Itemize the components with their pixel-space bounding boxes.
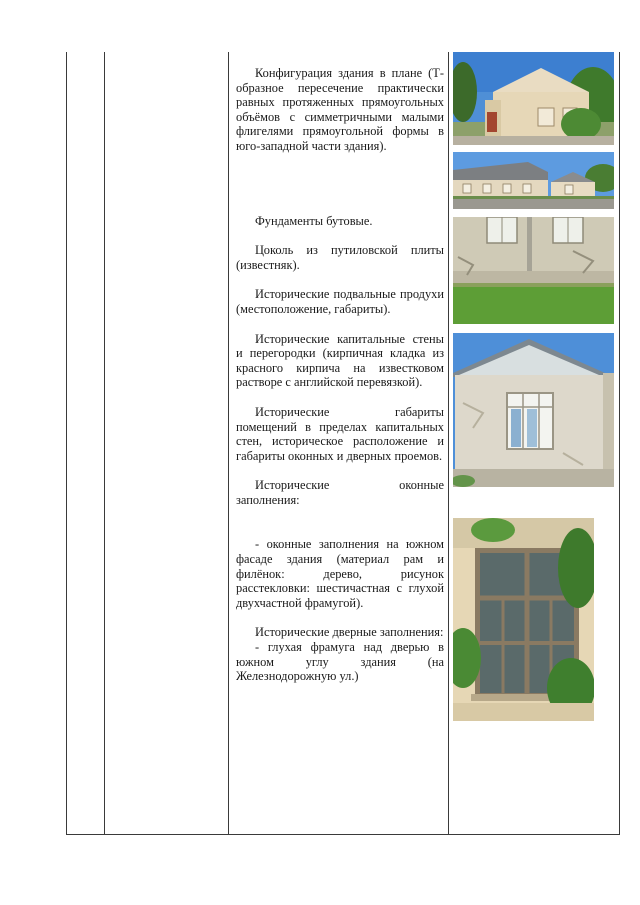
paragraph-window-fillings: Исторические оконные заполнения: — [236, 478, 444, 507]
building-street-view-photo — [453, 152, 614, 209]
plinth-wall-photo — [453, 217, 614, 324]
table-border-right — [619, 52, 620, 835]
paragraph-plinth: Цоколь из путиловской плиты (известняк). — [236, 243, 444, 272]
paragraph-room-dimensions: Исторические габариты помещений в пределах капитальных стен, историческое расположение и габариты оконных и дверных проемов. — [236, 404, 444, 463]
paragraph-foundations: Фундаменты бутовые. — [255, 213, 373, 228]
paragraph-south-windows: - оконные заполнения на южном фасаде здания (материал рам и филёнок: дерево, рисунок расстекловки: шестичастная с глухой двухчастной фрамугой). — [236, 537, 444, 610]
paragraph-configuration: Конфигурация здания в плане (Т-образное пересечение практически равных протяженных прямоугольных объёмов с симметричными малыми флигелями прямоугольной формы в юго-западной части здания). — [236, 66, 444, 153]
table-border-bottom — [66, 834, 620, 835]
table-column-divider-3 — [448, 52, 449, 835]
description-column — [236, 66, 444, 684]
wooden-window-photo — [453, 518, 594, 721]
building-facade-photo — [453, 52, 614, 145]
paragraph-door-fillings: Исторические дверные заполнения: — [255, 625, 444, 640]
gable-wall-window-photo — [453, 333, 614, 487]
table-border-left — [66, 52, 67, 835]
table-column-divider-1 — [104, 52, 105, 835]
paragraph-basement-vents: Исторические подвальные продухи (местоположение, габариты). — [236, 287, 444, 316]
table-column-divider-2 — [228, 52, 229, 835]
paragraph-capital-walls: Исторические капитальные стены и перегородки (кирпичная кладка из красного кирпича на известковом растворе с английской перевязкой). — [236, 331, 444, 390]
paragraph-door-transom: - глухая фрамуга над дверью в южном углу здания (на Железнодорожную ул.) — [236, 640, 444, 684]
